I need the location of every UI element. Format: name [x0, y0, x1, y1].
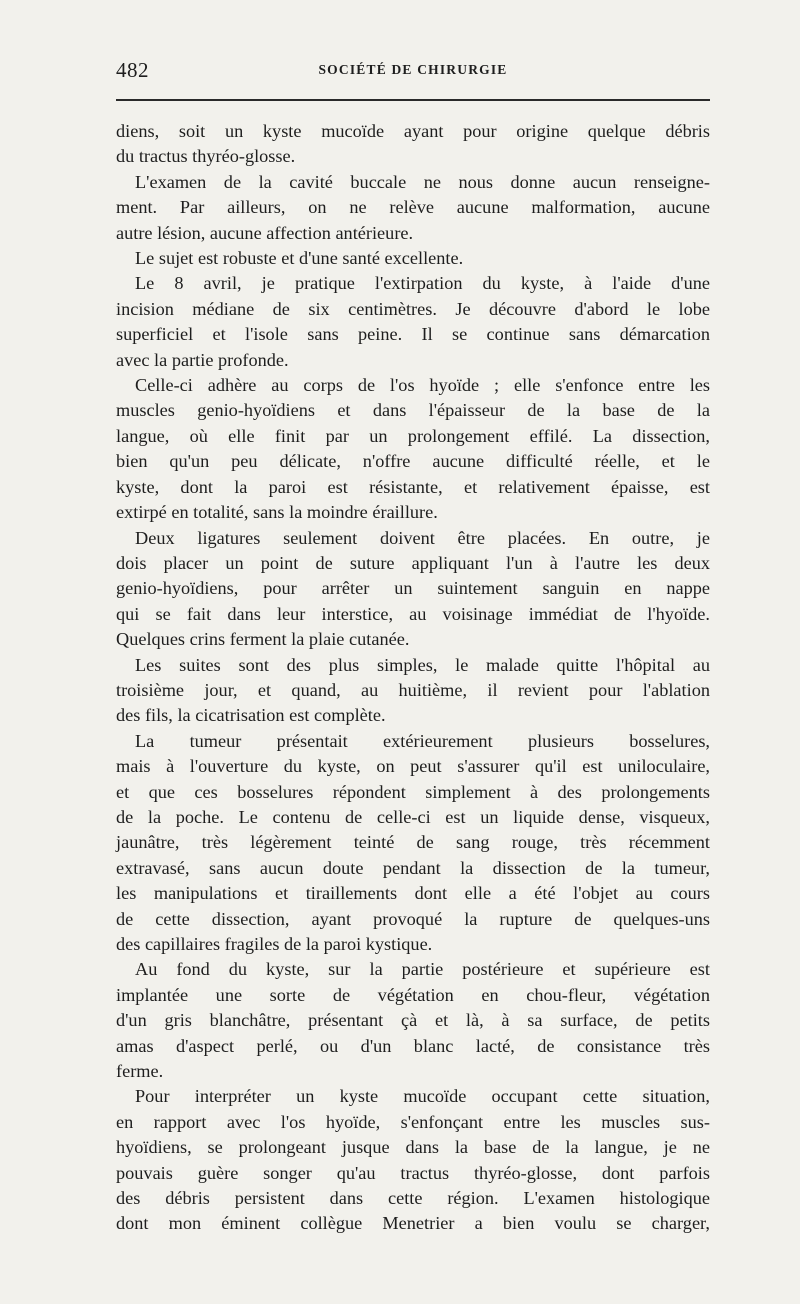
text-line: bien qu'un peu délicate, n'offre aucune difficulté réelle, et le [116, 451, 710, 472]
text-line: extirpé en totalité, sans la moindre éraillure. [116, 502, 438, 523]
text-line: dont mon éminent collègue Menetrier a bien voulu se charger, [116, 1213, 710, 1234]
text-line: Les suites sont des plus simples, le malade quitte l'hôpital au [135, 654, 710, 675]
text-line: jaunâtre, très légèrement teinté de sang rouge, très récemment [116, 832, 710, 853]
text-line: La tumeur présentait extérieurement plusieurs bosselures, [135, 730, 710, 751]
body-text [116, 119, 710, 1237]
text-line: extravasé, sans aucun doute pendant la dissection de la tumeur, [116, 857, 710, 878]
text-line: Le sujet est robuste et d'une santé excellente. [135, 248, 464, 269]
text-line: dois placer un point de suture appliquant l'un à l'autre les deux [116, 552, 710, 573]
text-line: des capillaires fragiles de la paroi kystique. [116, 934, 433, 954]
text-line: langue, où elle finit par un prolongement effilé. La dissection, [116, 425, 710, 446]
text-line: Deux ligatures seulement doivent être placées. En outre, je [135, 527, 710, 548]
text-line: les manipulations et tiraillements dont elle a été l'objet au cours [116, 883, 710, 904]
text-line: des fils, la cicatrisation est complète. [116, 705, 386, 726]
text-line: L'examen de la cavité buccale ne nous donne aucun renseigne- [135, 171, 710, 192]
header-rule [116, 99, 710, 101]
text-line: implantée une sorte de végétation en chou-fleur, végétation [116, 984, 710, 1005]
text-line: de cette dissection, ayant provoqué la rupture de quelques-uns [116, 908, 710, 929]
text-line: de la poche. Le contenu de celle-ci est un liquide dense, visqueux, [116, 806, 710, 827]
text-line: pouvais guère songer qu'au tractus thyréo-glosse, dont parfois [116, 1162, 710, 1183]
text-line: en rapport avec l'os hyoïde, s'enfonçant entre les muscles sus- [116, 1111, 710, 1132]
text-line: amas d'aspect perlé, ou d'un blanc lacté, de consistance très [116, 1035, 710, 1056]
text-line: diens, soit un kyste mucoïde ayant pour origine quelque débris [116, 121, 710, 141]
text-line: ferme. [116, 1061, 164, 1082]
text-line: Au fond du kyste, sur la partie postérieure et supérieure est [135, 959, 710, 980]
page-header [116, 58, 710, 88]
text-line: incision médiane de six centimètres. Je découvre d'abord le lobe [116, 298, 710, 319]
text-line: et que ces bosselures répondent simplement à des prolongements [116, 781, 710, 802]
text-line: muscles genio-hyoïdiens et dans l'épaisseur de la base de la [116, 400, 710, 421]
text-line: hyoïdiens, se prolongeant jusque dans la base de la langue, je ne [116, 1137, 710, 1158]
text-line: qui se fait dans leur interstice, au voisinage immédiat de l'hyoïde. [116, 603, 710, 624]
text-line: Le 8 avril, je pratique l'extirpation du kyste, à l'aide d'une [135, 273, 710, 294]
text-line: des débris persistent dans cette région. L'examen histologique [116, 1188, 710, 1209]
text-line: avec la partie profonde. [116, 349, 289, 370]
text-line: troisième jour, et quand, au huitième, il revient pour l'ablation [116, 679, 710, 700]
running-title: SOCIÉTÉ DE CHIRURGIE [318, 62, 508, 77]
text-line: autre lésion, aucune affection antérieure. [116, 222, 414, 243]
text-line: kyste, dont la paroi est résistante, et relativement épaisse, est [116, 476, 710, 497]
text-line: Pour interpréter un kyste mucoïde occupant cette situation, [135, 1086, 710, 1107]
text-line: ment. Par ailleurs, on ne relève aucune malformation, aucune [116, 197, 710, 218]
text-line: Quelques crins ferment la plaie cutanée. [116, 629, 410, 650]
text-line: d'un gris blanchâtre, présentant çà et là, à sa surface, de petits [116, 1010, 710, 1031]
text-line: du tractus thyréo-glosse. [116, 146, 296, 167]
text-line: genio-hyoïdiens, pour arrêter un suintement sanguin en nappe [116, 578, 710, 599]
text-line: Celle-ci adhère au corps de l'os hyoïde ; elle s'enfonce entre les [135, 375, 710, 396]
page-number: 482 [116, 58, 149, 82]
text-line: superficiel et l'isole sans peine. Il se continue sans démarcation [116, 324, 710, 345]
text-line: mais à l'ouverture du kyste, on peut s'assurer qu'il est uniloculaire, [116, 756, 710, 777]
